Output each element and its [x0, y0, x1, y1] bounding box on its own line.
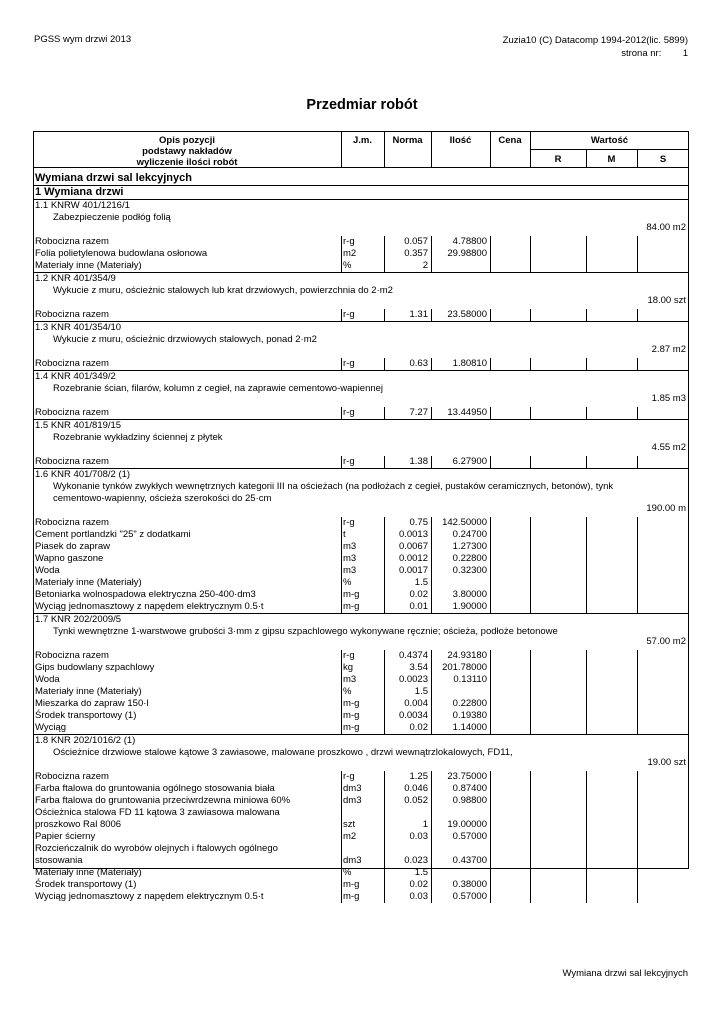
header-page-info [503, 47, 688, 60]
position-quantity: 19.00 szt [647, 757, 686, 768]
row-name: Farba ftalowa do gruntowania przeciwrdzewna miniowa 60% [35, 795, 291, 806]
row-name: Robocizna razem [35, 236, 109, 247]
position-quantity: 84.00 m2 [646, 222, 686, 233]
row-name: Gips budowlany szpachlowy [35, 662, 155, 673]
col-divider [586, 358, 587, 370]
col-divider [341, 517, 342, 613]
row-unit: m-g [343, 879, 360, 890]
row-qty: 1.27300 [452, 541, 487, 552]
col-divider [530, 650, 531, 734]
row-norm: 0.03 [409, 891, 428, 902]
position-quantity: 2.87 m2 [651, 344, 686, 355]
col-divider [637, 407, 638, 419]
row-name: Woda [35, 565, 60, 576]
col-qty-header: Ilość [449, 135, 472, 146]
col-divider [384, 407, 385, 419]
col-divider [384, 650, 385, 734]
col-divider [431, 358, 432, 370]
row-name: Robocizna razem [35, 309, 109, 320]
col-r-header: R [554, 154, 562, 165]
header-subdivider [530, 149, 689, 150]
row-qty: 1.80810 [452, 358, 487, 369]
row-norm: 0.052 [404, 795, 428, 806]
row-qty: 1.90000 [452, 601, 487, 612]
row-qty: 23.75000 [447, 771, 487, 782]
position-quantity: 4.55 m2 [651, 442, 686, 453]
row-norm: 0.4374 [398, 650, 428, 661]
row-name: Materiały inne (Materiały) [35, 577, 142, 588]
col-divider [490, 358, 491, 370]
row-name: Środek transportowy (1) [35, 710, 137, 721]
row-unit: m2 [343, 248, 357, 259]
position-description: Wykucie z muru, ościeżnic drzwiowych stalowych, ponad 2·m2 [53, 334, 317, 345]
row-name: Wyciąg [35, 722, 67, 733]
row-name: Cement portlandzki "25" z dodatkami [35, 529, 191, 540]
position-code: 1.2 KNR 401/354/9 [35, 273, 116, 284]
col-divider [384, 517, 385, 613]
position-description: Wykonanie tynków zwykłych wewnętrznych kategorii III na ościeżach (na podłożach z cegieł, pustaków ceramicznych, betonów), tynk [53, 481, 614, 492]
row-unit: m-g [343, 698, 360, 709]
col-divider [490, 650, 491, 734]
row-norm: 0.023 [404, 855, 428, 866]
row-name: Materiały inne (Materiały) [35, 260, 142, 271]
row-qty: 29.98800 [447, 248, 487, 259]
col-s-header: S [659, 154, 667, 165]
row-norm: 0.0012 [398, 553, 428, 564]
row-norm: 1.25 [409, 771, 428, 782]
position-code: 1.7 KNR 202/2009/5 [35, 614, 122, 625]
row-qty: 142.50000 [442, 517, 487, 528]
row-unit: m3 [343, 553, 357, 564]
row-norm: 1.38 [409, 456, 428, 467]
row-norm: 0.02 [409, 722, 428, 733]
row-qty: 0.24700 [452, 529, 487, 540]
col-desc-header: Opis pozycji podstawy nakładów wyliczenie ilości robót [136, 135, 238, 168]
row-qty: 0.13110 [453, 674, 487, 685]
row-norm: 1 [422, 819, 428, 830]
row-norm: 0.0034 [398, 710, 428, 721]
row-name: Ościeżnica stalowa FD 11 kątowa 3 zawiasowa malowana [35, 807, 280, 818]
col-divider [530, 771, 531, 903]
col-divider [341, 407, 342, 419]
row-name: Materiały inne (Materiały) [35, 686, 142, 697]
col-divider [490, 309, 491, 321]
col-divider [637, 456, 638, 468]
col-divider [586, 236, 587, 272]
row-norm: 0.75 [409, 517, 428, 528]
row-qty: 24.93180 [447, 650, 487, 661]
row-unit: dm3 [343, 783, 362, 794]
row-norm: 0.03 [409, 831, 428, 842]
row-norm: 1.5 [414, 686, 428, 697]
col-price-header: Cena [498, 135, 522, 146]
row-name: Materiały inne (Materiały) [35, 867, 142, 878]
row-qty: 13.44950 [447, 407, 487, 418]
row-qty: 19.00000 [447, 819, 487, 830]
row-norm: 0.046 [404, 783, 428, 794]
row-unit: % [343, 260, 352, 271]
row-unit: kg [343, 662, 354, 673]
position-quantity: 190.00 m [646, 503, 686, 514]
section-title: Wymiana drzwi sal lekcyjnych [35, 172, 192, 184]
col-divider [341, 309, 342, 321]
position-quantity: 1.85 m3 [651, 393, 686, 404]
position-separator [33, 321, 689, 322]
col-divider [490, 517, 491, 613]
row-name: Woda [35, 674, 60, 685]
row-norm: 0.357 [404, 248, 428, 259]
row-unit: szt [343, 819, 356, 830]
footer-text: Wymiana drzwi sal lekcyjnych [562, 968, 688, 979]
header-left: PGSS wym drzwi 2013 [34, 34, 132, 45]
position-code: 1.3 KNR 401/354/10 [35, 322, 122, 333]
row-qty: 0.87400 [452, 783, 487, 794]
col-divider [530, 407, 531, 419]
row-unit: r-g [343, 358, 355, 369]
col-divider [431, 309, 432, 321]
row-unit: m3 [343, 674, 357, 685]
row-qty: 4.78800 [452, 236, 487, 247]
col-divider [586, 309, 587, 321]
row-norm: 1.5 [414, 867, 428, 878]
col-divider [431, 236, 432, 272]
row-unit: t [343, 529, 346, 540]
row-unit: m3 [343, 565, 357, 576]
page-label: strona nr: [621, 48, 662, 59]
row-name: Wyciąg jednomasztowy z napędem elektrycznym 0.5·t [35, 601, 264, 612]
section-line [33, 185, 689, 186]
col-divider [384, 309, 385, 321]
row-name: Farba ftalowa do gruntowania ogólnego stosowania biała [35, 783, 275, 794]
row-unit: r-g [343, 309, 355, 320]
row-qty: 1.14000 [452, 722, 487, 733]
row-norm: 0.004 [404, 698, 428, 709]
row-unit: m-g [343, 601, 360, 612]
row-qty: 0.22800 [452, 553, 487, 564]
row-qty: 0.38000 [452, 879, 487, 890]
position-description: Rozebranie wykładziny ściennej z płytek [53, 432, 223, 443]
row-norm: 1.31 [409, 309, 428, 320]
col-divider [384, 236, 385, 272]
col-divider [341, 771, 342, 903]
col-divider [431, 517, 432, 613]
row-norm: 3.54 [409, 662, 428, 673]
row-name: stosowania [35, 855, 83, 866]
page-number: 1 [682, 48, 688, 59]
row-norm: 0.0017 [398, 565, 428, 576]
col-divider [637, 309, 638, 321]
row-unit: r-g [343, 650, 355, 661]
position-separator [33, 272, 689, 273]
row-norm: 0.01 [409, 601, 428, 612]
row-unit: % [343, 577, 352, 588]
row-name: Robocizna razem [35, 407, 109, 418]
row-qty: 3.80000 [452, 589, 487, 600]
col-m-header: M [607, 154, 616, 165]
row-unit: r-g [343, 456, 355, 467]
row-unit: dm3 [343, 795, 362, 806]
col-divider [530, 456, 531, 468]
col-unit-header: J.m. [352, 135, 372, 146]
row-norm: 0.02 [409, 589, 428, 600]
row-name: Papier ścierny [35, 831, 96, 842]
row-name: Robocizna razem [35, 456, 109, 467]
position-description: Wykucie z muru, ościeżnic stalowych lub krat drzwiowych, powierzchnia do 2·m2 [53, 285, 393, 296]
row-qty: 0.57000 [452, 831, 487, 842]
row-norm: 2 [422, 260, 428, 271]
col-divider [530, 517, 531, 613]
col-divider [586, 517, 587, 613]
col-divider [431, 771, 432, 903]
position-separator [33, 419, 689, 420]
bill-of-quantities-table [33, 131, 689, 902]
row-norm: 0.0067 [398, 541, 428, 552]
row-unit: dm3 [343, 855, 362, 866]
row-unit: m-g [343, 722, 360, 733]
row-name: Betoniarka wolnospadowa elektryczna 250-400·dm3 [35, 589, 256, 600]
col-divider [530, 236, 531, 272]
row-unit: r-g [343, 517, 355, 528]
position-description: Tynki wewnętrzne 1-warstwowe grubości 3·mm z gipsu szpachlowego wykonywane ręcznie; ościeża, podłoże betonowe [53, 626, 558, 637]
row-qty: 0.19380 [452, 710, 487, 721]
row-name: Mieszarka do zapraw 150·l [35, 698, 149, 709]
position-quantity: 18.00 szt [647, 295, 686, 306]
row-unit: m-g [343, 891, 360, 902]
row-qty: 0.57000 [452, 891, 487, 902]
row-name: proszkowo Ral 8006 [35, 819, 122, 830]
row-unit: m3 [343, 541, 357, 552]
col-divider [586, 650, 587, 734]
position-description: cementowo-wapienny, ościeża szerokości do 25·cm [53, 493, 272, 504]
row-unit: m-g [343, 589, 360, 600]
col-divider [341, 456, 342, 468]
row-name: Robocizna razem [35, 517, 109, 528]
row-unit: % [343, 867, 352, 878]
col-divider [637, 771, 638, 903]
header-copyright: Zuzia10 (C) Datacomp 1994-2012(lic. 5899) [502, 35, 688, 46]
position-separator [33, 468, 689, 469]
col-divider [637, 236, 638, 272]
subsection-line [33, 199, 689, 200]
row-qty: 0.43700 [452, 855, 487, 866]
row-norm: 7.27 [409, 407, 428, 418]
row-name: Robocizna razem [35, 771, 109, 782]
row-unit: r-g [343, 407, 355, 418]
row-norm: 0.057 [404, 236, 428, 247]
col-divider [341, 236, 342, 272]
row-qty: 201.78000 [442, 662, 487, 673]
row-qty: 0.22800 [452, 698, 487, 709]
subsection-title: 1 Wymiana drzwi [35, 186, 124, 198]
col-divider [490, 407, 491, 419]
row-norm: 0.0013 [398, 529, 428, 540]
col-divider [586, 456, 587, 468]
row-qty: 23.58000 [447, 309, 487, 320]
col-norm-header: Norma [392, 135, 423, 146]
col-divider [431, 456, 432, 468]
header-right [503, 34, 688, 60]
position-separator [33, 613, 689, 614]
position-code: 1.6 KNR 401/708/2 (1) [35, 469, 131, 480]
row-unit: m-g [343, 710, 360, 721]
position-code: 1.8 KNR 202/1016/2 (1) [35, 735, 136, 746]
position-code: 1.5 KNR 401/819/15 [35, 420, 122, 431]
row-norm: 0.0023 [398, 674, 428, 685]
col-divider [586, 771, 587, 903]
col-divider [637, 358, 638, 370]
col-divider [341, 358, 342, 370]
row-unit: r-g [343, 771, 355, 782]
position-code: 1.4 KNR 401/349/2 [35, 371, 116, 382]
col-divider [431, 407, 432, 419]
col-divider [530, 358, 531, 370]
page-title: Przedmiar robót [306, 97, 418, 113]
row-qty: 6.27900 [452, 456, 487, 467]
row-unit: m2 [343, 831, 357, 842]
row-qty: 0.98800 [452, 795, 487, 806]
row-name: Rozcieńczalnik do wyrobów olejnych i ftalowych ogólnego [35, 843, 278, 854]
col-divider [384, 771, 385, 903]
row-name: Wyciąg jednomasztowy z napędem elektrycznym 0.5·t [35, 891, 264, 902]
row-name: Robocizna razem [35, 650, 109, 661]
row-norm: 0.63 [409, 358, 428, 369]
col-divider [341, 650, 342, 734]
position-quantity: 57.00 m2 [646, 636, 686, 647]
row-name: Piasek do zapraw [35, 541, 110, 552]
col-value-header: Wartość [590, 135, 629, 146]
col-divider [490, 771, 491, 903]
row-unit: % [343, 686, 352, 697]
col-divider [637, 650, 638, 734]
row-name: Folia polietylenowa budowlana osłonowa [35, 248, 208, 259]
col-divider [530, 309, 531, 321]
col-divider [431, 650, 432, 734]
position-separator [33, 370, 689, 371]
col-divider [384, 456, 385, 468]
position-description: Ościeżnice drzwiowe stalowe kątowe 3 zawiasowe, malowane proszkowo , drzwi wewnątrzlokalowych, FD11, [53, 747, 513, 758]
row-name: Robocizna razem [35, 358, 109, 369]
col-divider [637, 517, 638, 613]
col-divider [490, 456, 491, 468]
row-name: Wapno gaszone [35, 553, 104, 564]
position-code: 1.1 KNRW 401/1216/1 [35, 200, 130, 211]
row-norm: 0.02 [409, 879, 428, 890]
position-description: Rozebranie ścian, filarów, kolumn z cegieł, na zaprawie cementowo-wapiennej [53, 383, 384, 394]
col-divider [490, 236, 491, 272]
col-divider [384, 358, 385, 370]
col-divider [586, 407, 587, 419]
row-norm: 1.5 [414, 577, 428, 588]
row-qty: 0.32300 [452, 565, 487, 576]
position-description: Zabezpieczenie podłóg folią [53, 212, 171, 223]
row-name: Środek transportowy (1) [35, 879, 137, 890]
row-unit: r-g [343, 236, 355, 247]
